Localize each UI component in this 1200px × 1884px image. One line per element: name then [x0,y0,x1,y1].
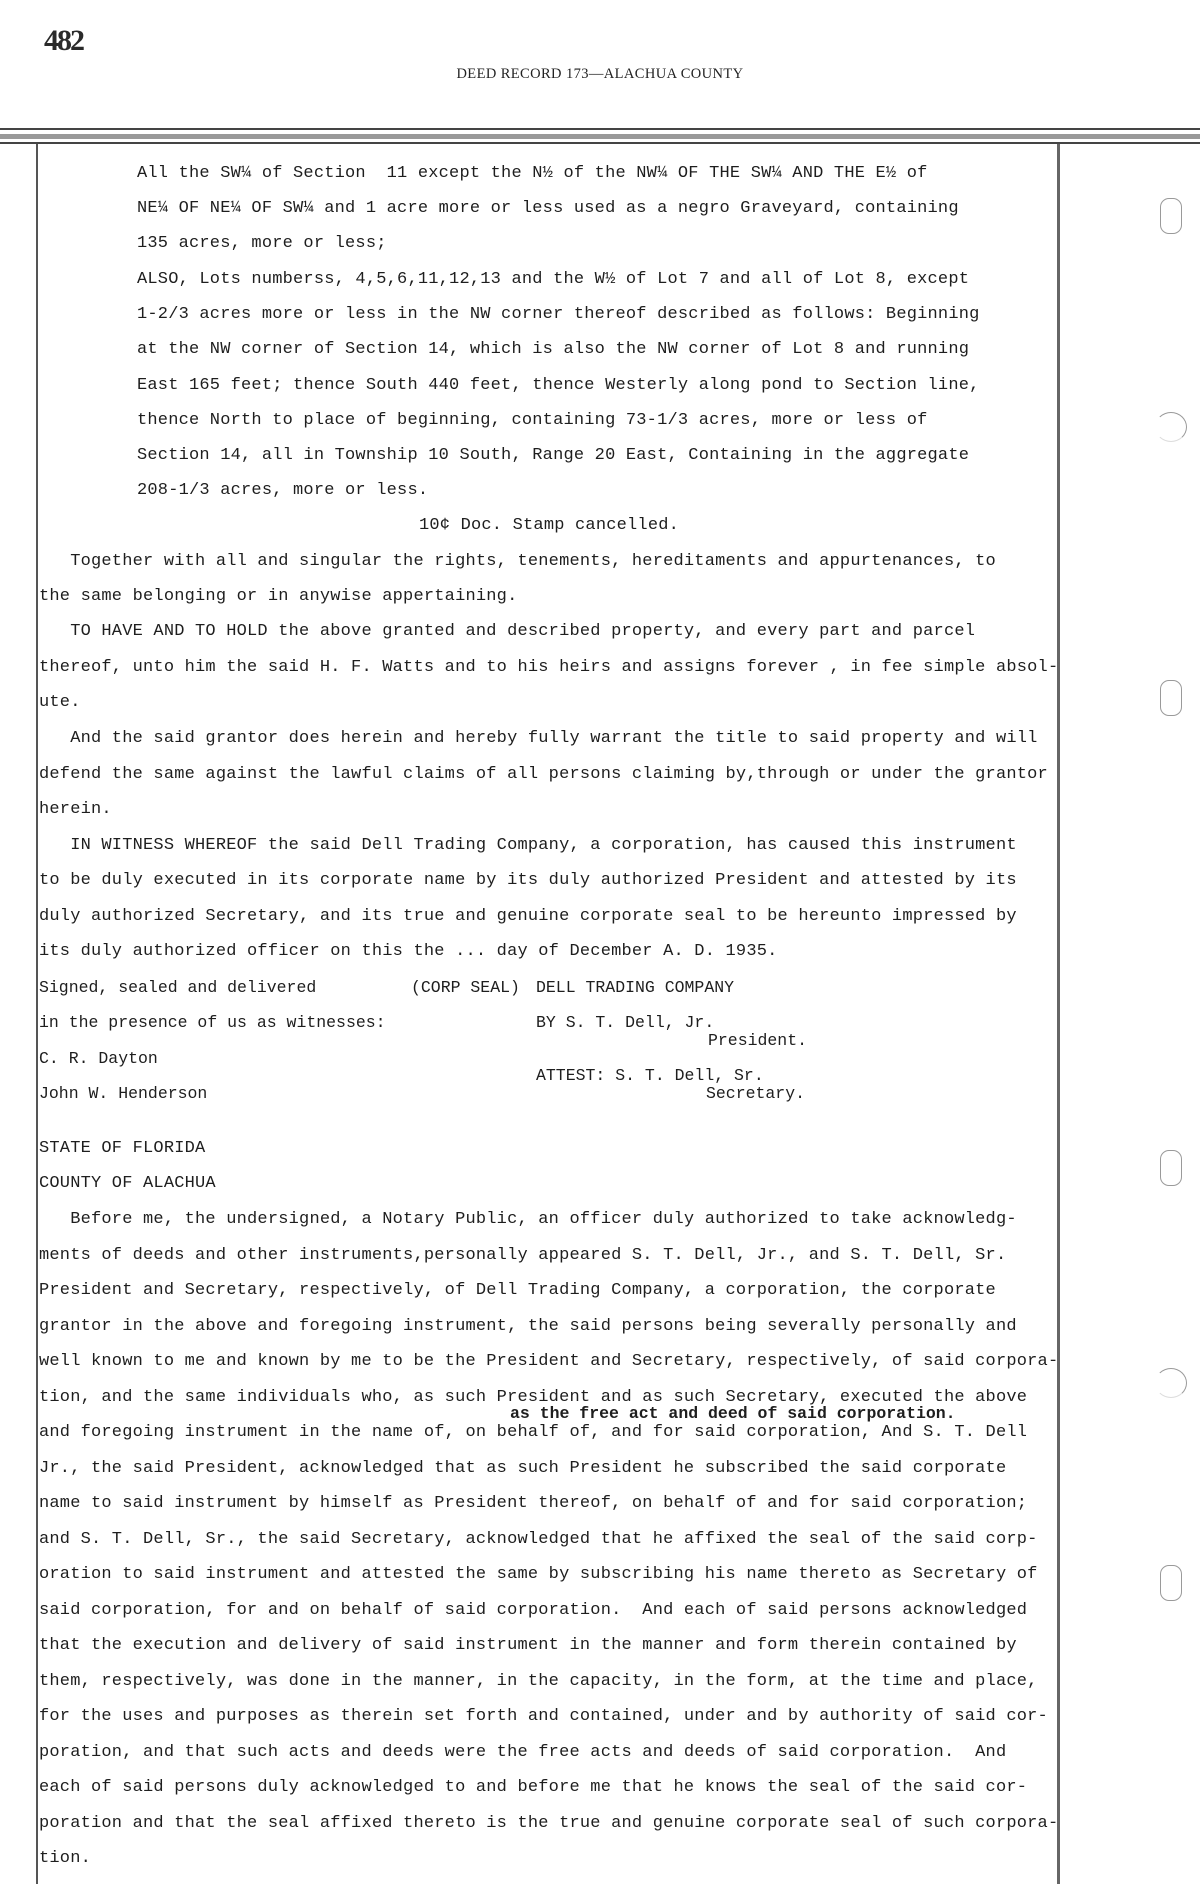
binder-hole-icon [1160,198,1182,234]
witness-name: C. R. Dayton [39,1049,158,1068]
left-margin-rule [36,144,38,1884]
interlineation: as the free act and deed of said corporation. [510,1404,956,1423]
text-line: Section 14, all in Township 10 South, Range 20 East, Containing in the aggregate [137,446,970,465]
venue-state: STATE OF FLORIDA [39,1139,206,1158]
text-line: TO HAVE AND TO HOLD the above granted and described property, and every part and parcel [39,622,976,641]
venue-county: COUNTY OF ALACHUA [39,1174,216,1193]
text-line: Before me, the undersigned, a Notary Public, an officer duly authorized to take acknowledg- [39,1210,1017,1229]
text-line: poration, and that such acts and deeds were the free acts and deeds of said corporation. And [39,1743,1007,1762]
witness-intro: Signed, sealed and delivered [39,978,317,997]
text-line: defend the same against the lawful claims of all persons claiming by,through or under the grantor [39,765,1048,784]
text-line: East 165 feet; thence South 440 feet, thence Westerly along pond to Section line, [137,376,980,395]
text-line: duly authorized Secretary, and its true and genuine corporate seal to be hereunto impressed by [39,907,1017,926]
text-line: them, respectively, was done in the manner, in the capacity, in the form, at the time and place, [39,1672,1038,1691]
text-line: 1-2/3 acres more or less in the NW corner thereof described as follows: Beginning [137,305,980,324]
secretary-signature: ATTEST: S. T. Dell, Sr. [536,1066,764,1085]
text-line: tion. [39,1849,92,1868]
text-line: said corporation, for and on behalf of said corporation. And each of said persons acknowledged [39,1601,1028,1620]
text-line: for the uses and purposes as therein set forth and contained, under and by authority of said cor- [39,1707,1048,1726]
text-line: thereof, unto him the said H. F. Watts and to his heirs and assigns forever , in fee simple absol- [39,658,1059,677]
text-line: name to said instrument by himself as President thereof, on behalf of and for said corporation; [39,1494,1028,1513]
text-line: ute. [39,693,81,712]
header-rule-bottom [0,142,1200,144]
text-line: All the SW¼ of Section 11 except the N½ of the NW¼ OF THE SW¼ AND THE E½ of [137,164,928,183]
doc-stamp-note: 10¢ Doc. Stamp cancelled. [419,516,680,535]
text-line: NE¼ OF NE¼ OF SW¼ and 1 acre more or less used as a negro Graveyard, containing [137,199,959,218]
text-line: its duly authorized officer on this the ... day of December A. D. 1935. [39,942,778,961]
secretary-title: Secretary. [706,1084,806,1103]
text-line: oration to said instrument and attested the same by subscribing his name thereto as Secretary of [39,1565,1038,1584]
right-margin-rule [1057,144,1060,1884]
text-line: well known to me and known by me to be the President and Secretary, respectively, of said corpora- [39,1352,1059,1371]
president-title: President. [708,1031,808,1050]
text-line: President and Secretary, respectively, of Dell Trading Company, a corporation, the corporate [39,1281,996,1300]
binder-hole-icon [1160,1150,1182,1186]
text-line: thence North to place of beginning, containing 73-1/3 acres, more or less of [137,411,928,430]
binder-hole-icon [1160,1565,1182,1601]
text-line: poration and that the seal affixed thereto is the true and genuine corporate seal of such corpora- [39,1814,1059,1833]
text-line: herein. [39,800,112,819]
text-line: And the said grantor does herein and hereby fully warrant the title to said property and will [39,729,1038,748]
text-line: 135 acres, more or less; [137,234,387,253]
binder-hole-icon [1155,412,1187,442]
text-line: tion, and the same individuals who, as such President and as such Secretary, executed the above [39,1388,1028,1407]
text-line: that the execution and delivery of said instrument in the manner and form therein contained by [39,1636,1017,1655]
text-line: Jr., the said President, acknowledged that as such President he subscribed the said corporate [39,1459,1007,1478]
text-line: ALSO, Lots numberss, 4,5,6,11,12,13 and the W½ of Lot 7 and all of Lot 8, except [137,270,970,289]
text-line: at the NW corner of Section 14, which is also the NW corner of Lot 8 and running [137,340,970,359]
page-number: 482 [44,24,83,57]
text-line: the same belonging or in anywise appertaining. [39,587,518,606]
text-line: and foregoing instrument in the name of, on behalf of, and for said corporation, And S. T. Dell [39,1423,1028,1442]
grantor-company: DELL TRADING COMPANY [536,978,735,997]
text-line: grantor in the above and foregoing instrument, the said persons being severally personally and [39,1317,1017,1336]
text-line: to be duly executed in its corporate name by its duly authorized President and attested by its [39,871,1017,890]
text-line: and S. T. Dell, Sr., the said Secretary, acknowledged that he affixed the seal of the said corp- [39,1530,1038,1549]
text-line: IN WITNESS WHEREOF the said Dell Trading Company, a corporation, has caused this instrument [39,836,1017,855]
binder-hole-icon [1155,1368,1187,1398]
binder-hole-icon [1160,680,1182,716]
witness-name: John W. Henderson [39,1084,208,1103]
witness-intro-2: in the presence of us as witnesses: [39,1013,386,1032]
text-line: Together with all and singular the rights, tenements, hereditaments and appurtenances, to [39,552,996,571]
text-line: each of said persons duly acknowledged to and before me that he knows the seal of the said cor- [39,1778,1028,1797]
text-line: 208-1/3 acres, more or less. [137,481,429,500]
text-line: ments of deeds and other instruments,personally appeared S. T. Dell, Jr., and S. T. Dell, Sr. [39,1246,1007,1265]
running-head: DEED RECORD 173—ALACHUA COUNTY [456,66,744,82]
corporate-seal-note: (CORP SEAL) [411,978,520,997]
header-rule-top [0,128,1200,130]
president-signature: BY S. T. Dell, Jr. [536,1013,715,1032]
header-rule-middle [0,134,1200,139]
